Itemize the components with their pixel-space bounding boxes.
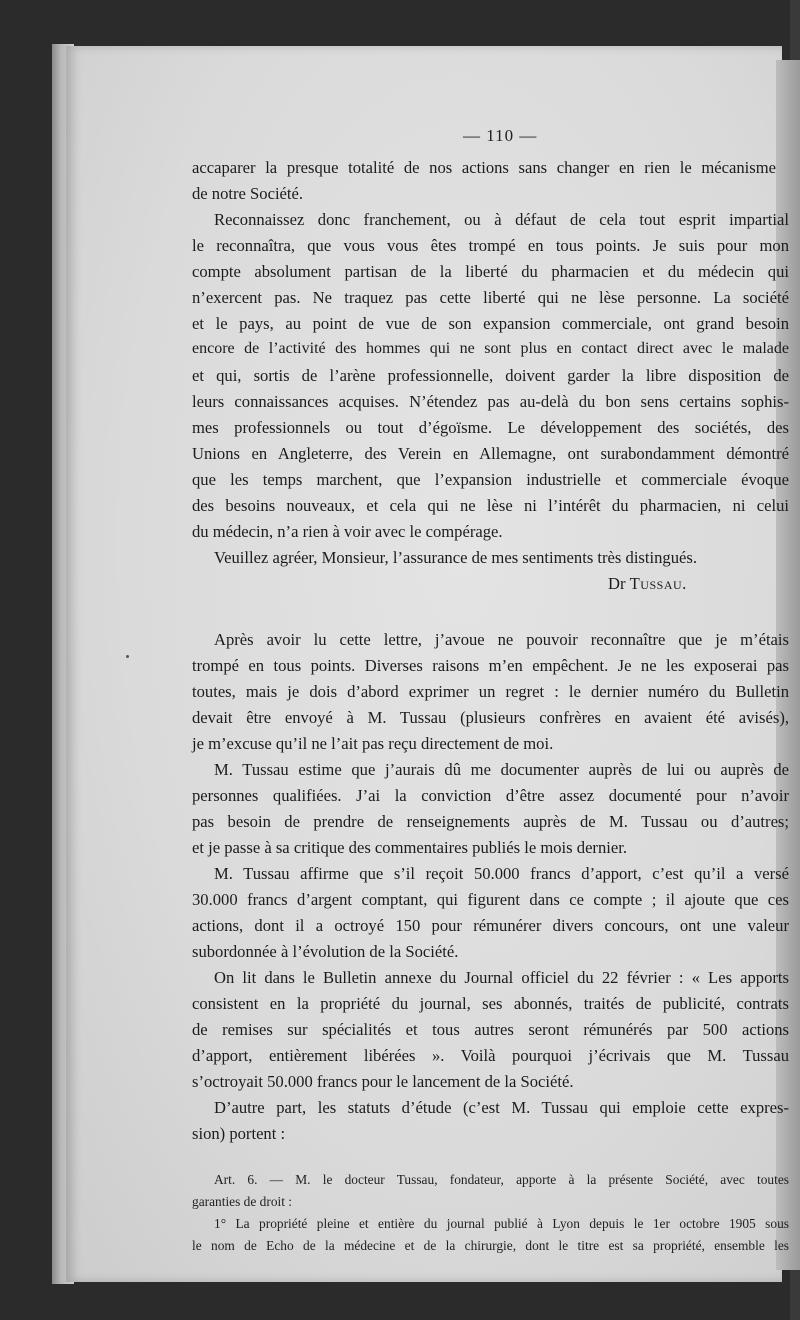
text-line: personnes qualifiées. J’ai la conviction d’être assez documenté pour n’avoir	[192, 786, 789, 805]
text-line: Reconnaissez donc franchement, ou à défaut de cela tout esprit impartial	[214, 210, 789, 229]
text-line: sion) portent :	[192, 1124, 286, 1143]
text-line: le reconnaîtra, que vous vous êtes trompé en tous points. Je suis pour mon	[192, 236, 789, 255]
signature-prefix: Dr	[608, 574, 626, 593]
text-line: subordonnée à l’évolution de la Société.	[192, 942, 459, 961]
text-line: que les temps marchent, que l’expansion industrielle et commerciale évoque	[192, 470, 789, 489]
text-line: compte absolument partisan de la liberté du pharmacien et du médecin qui	[192, 262, 789, 281]
text-line: toutes, mais je dois d’abord exprimer un regret : le dernier numéro du Bulletin	[192, 682, 789, 701]
text-line: et le pays, au point de vue de son expansion commerciale, ont grand besoin	[192, 314, 789, 333]
text-line: je m’excuse qu’il ne l’ait pas reçu directement de moi.	[192, 734, 554, 753]
text-line: 30.000 francs d’argent comptant, qui figurent dans ce compte ; il ajoute que ces	[192, 890, 789, 909]
text-line: Unions en Angleterre, des Verein en Allemagne, ont surabondamment démontré	[192, 444, 789, 463]
page-number: — 110 —	[463, 126, 538, 145]
text-line: actions, dont il a octroyé 150 pour rémunérer divers concours, ont une valeur	[192, 916, 789, 935]
text-line: mes professionnels ou tout d’égoïsme. Le développement des sociétés, des	[192, 418, 789, 437]
text-line: pas besoin de prendre de renseignements auprès de M. Tussau ou d’autres;	[192, 812, 789, 831]
text-line: n’exercent pas. Ne traquez pas cette liberté qui ne lèse personne. La société	[192, 288, 789, 307]
text-line: des besoins nouveaux, et cela qui ne lèse ni l’intérêt du pharmacien, ni celui	[192, 496, 789, 515]
text-line: M. Tussau estime que j’aurais dû me documenter auprès de lui ou auprès de	[214, 760, 789, 779]
text-line: encore de l’activité des hommes qui ne sont plus en contact direct avec le malade	[192, 340, 789, 357]
text-line: consistent en la propriété du journal, ses abonnés, traités de publicité, contrats	[192, 994, 789, 1013]
text-line: du médecin, n’a rien à voir avec le compérage.	[192, 522, 503, 541]
text-line: D’autre part, les statuts d’étude (c’est M. Tussau qui emploie cette expres-	[214, 1098, 789, 1117]
text-line: Veuillez agréer, Monsieur, l’assurance de mes sentiments très distingués.	[214, 548, 697, 567]
text-line: d’apport, entièrement libérées ». Voilà pourquoi j’écrivais que M. Tussau	[192, 1046, 789, 1065]
text-line: et qui, sortis de l’arène professionnelle, doivent garder la libre disposition de	[192, 366, 789, 385]
quote-line: garanties de droit :	[192, 1194, 293, 1209]
ink-speck	[126, 655, 129, 658]
text-line: M. Tussau affirme que s’il reçoit 50.000 francs d’apport, c’est qu’il a versé	[214, 864, 789, 883]
text-line: devait être envoyé à M. Tussau (plusieurs confrères en avaient été avisés),	[192, 708, 789, 727]
signature-name: Tussau.	[629, 574, 687, 593]
text-line: trompé en tous points. Diverses raisons m’en empêchent. Je ne les exposerai pas	[192, 656, 789, 675]
text-line: Après avoir lu cette lettre, j’avoue ne pouvoir reconnaître que je m’étais	[214, 630, 789, 649]
text-line: de notre Société.	[192, 184, 304, 203]
text-line: s’octroyait 50.000 francs pour le lancement de la Société.	[192, 1072, 574, 1091]
quote-line: 1° La propriété pleine et entière du journal publié à Lyon depuis le 1er octobre 1905 sous	[214, 1216, 789, 1231]
quote-line: Art. 6. — M. le docteur Tussau, fondateur, apporte à la présente Société, avec toutes	[214, 1172, 789, 1187]
text-line: On lit dans le Bulletin annexe du Journal officiel du 22 février : « Les apports	[214, 968, 789, 987]
text-line: de remises sur spécialités et tous autres seront rémunérés par 500 actions	[192, 1020, 789, 1039]
letter-signature	[608, 574, 687, 594]
text-line: et je passe à sa critique des commentaires publiés le mois dernier.	[192, 838, 627, 857]
text-line: leurs connaissances acquises. N’étendez pas au-delà du bon sens certains sophis-	[192, 392, 789, 411]
quote-line: le nom de Echo de la médecine et de la chirurgie, dont le titre est sa propriété, ensemble les	[192, 1238, 789, 1253]
text-line: accaparer la presque totalité de nos actions sans changer en rien le mécanisme	[192, 158, 776, 177]
